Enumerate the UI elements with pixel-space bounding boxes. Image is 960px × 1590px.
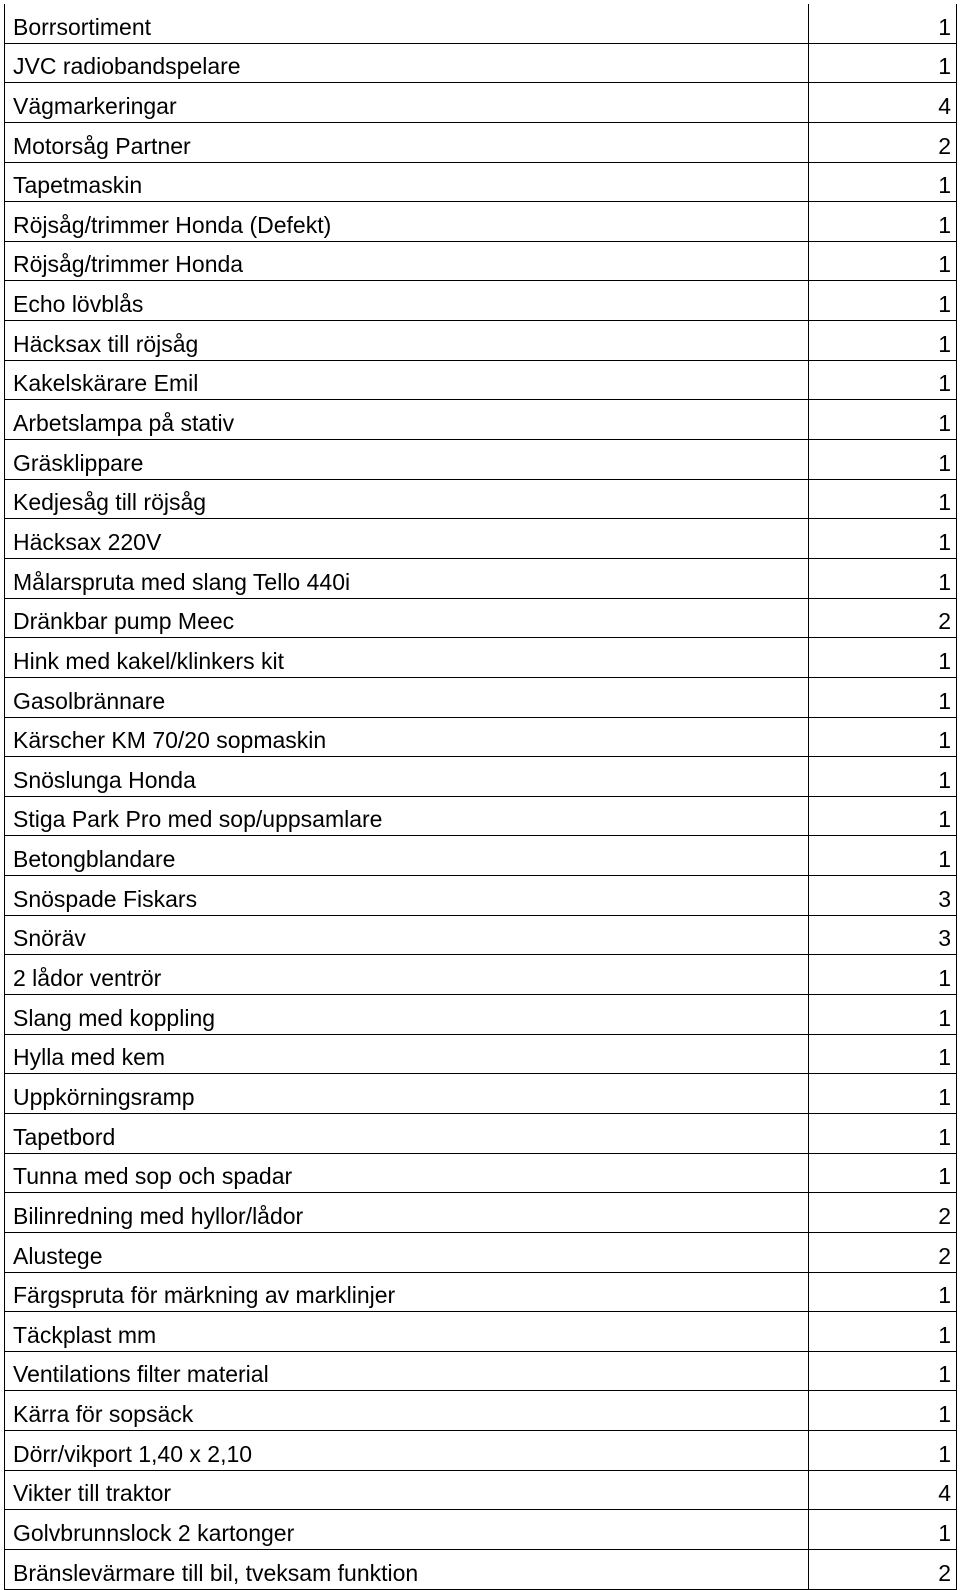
table-row [5,122,957,162]
item-name-cell: Stiga Park Pro med sop/uppsamlare [5,796,809,836]
item-quantity-cell: 4 [809,83,957,123]
item-quantity-cell: 1 [809,440,957,480]
item-name-cell: Snöräv [5,915,809,955]
item-name-cell: Betongblandare [5,836,809,876]
item-quantity-cell: 1 [809,1510,957,1550]
item-name-cell: Kedjesåg till röjsåg [5,479,809,519]
table-row [5,1034,957,1074]
item-quantity-cell: 1 [809,43,957,83]
item-name-cell: Gasolbrännare [5,677,809,717]
table-row [5,796,957,836]
item-name-cell: JVC radiobandspelare [5,43,809,83]
item-quantity-cell: 3 [809,915,957,955]
item-quantity-cell: 1 [809,638,957,678]
table-row [5,4,957,43]
inventory-table [4,4,957,1590]
item-quantity-cell: 1 [809,400,957,440]
table-row [5,360,957,400]
item-quantity-cell: 4 [809,1470,957,1510]
item-name-cell: Slang med koppling [5,995,809,1035]
table-row [5,638,957,678]
table-row [5,1470,957,1510]
table-row [5,1549,957,1589]
item-name-cell: Motorsåg Partner [5,122,809,162]
table-row [5,757,957,797]
table-row [5,1431,957,1471]
item-quantity-cell: 1 [809,677,957,717]
item-quantity-cell: 1 [809,955,957,995]
item-quantity-cell: 1 [809,796,957,836]
item-name-cell: Vikter till traktor [5,1470,809,1510]
table-row [5,162,957,202]
table-row [5,598,957,638]
table-row [5,876,957,916]
item-name-cell: Dränkbar pump Meec [5,598,809,638]
item-name-cell: Målarspruta med slang Tello 440i [5,558,809,598]
table-row [5,1232,957,1272]
table-row [5,717,957,757]
table-row [5,1391,957,1431]
item-name-cell: Echo lövblås [5,281,809,321]
item-quantity-cell: 1 [809,321,957,361]
item-quantity-cell: 2 [809,1193,957,1233]
item-quantity-cell: 1 [809,241,957,281]
item-quantity-cell: 1 [809,717,957,757]
item-quantity-cell: 2 [809,1549,957,1589]
item-quantity-cell: 1 [809,479,957,519]
item-name-cell: Snöslunga Honda [5,757,809,797]
item-quantity-cell: 1 [809,1431,957,1471]
item-name-cell: Hylla med kem [5,1034,809,1074]
item-name-cell: Kärra för sopsäck [5,1391,809,1431]
item-quantity-cell: 3 [809,876,957,916]
item-quantity-cell: 1 [809,558,957,598]
table-row [5,83,957,123]
item-name-cell: Färgspruta för märkning av marklinjer [5,1272,809,1312]
table-row [5,202,957,242]
item-quantity-cell: 2 [809,1232,957,1272]
item-name-cell: Röjsåg/trimmer Honda (Defekt) [5,202,809,242]
table-row [5,558,957,598]
item-name-cell: Röjsåg/trimmer Honda [5,241,809,281]
table-row [5,241,957,281]
inventory-table-body [5,4,957,1589]
item-name-cell: Golvbrunnslock 2 kartonger [5,1510,809,1550]
table-row [5,281,957,321]
item-name-cell: Uppkörningsramp [5,1074,809,1114]
table-row [5,995,957,1035]
item-name-cell: Bilinredning med hyllor/lådor [5,1193,809,1233]
table-row [5,400,957,440]
item-quantity-cell: 1 [809,1272,957,1312]
item-name-cell: Kärscher KM 70/20 sopmaskin [5,717,809,757]
item-quantity-cell: 1 [809,1153,957,1193]
item-name-cell: Bränslevärmare till bil, tveksam funktion [5,1549,809,1589]
table-row [5,479,957,519]
table-row [5,1312,957,1352]
item-name-cell: Alustege [5,1232,809,1272]
item-name-cell: Snöspade Fiskars [5,876,809,916]
item-quantity-cell: 1 [809,1351,957,1391]
table-row [5,836,957,876]
table-row [5,677,957,717]
item-quantity-cell: 1 [809,757,957,797]
item-quantity-cell: 1 [809,162,957,202]
table-row [5,955,957,995]
item-name-cell: Vägmarkeringar [5,83,809,123]
item-name-cell: Kakelskärare Emil [5,360,809,400]
item-name-cell: 2 lådor ventrör [5,955,809,995]
item-quantity-cell: 2 [809,122,957,162]
item-quantity-cell: 1 [809,519,957,559]
item-quantity-cell: 1 [809,1391,957,1431]
table-row [5,321,957,361]
item-name-cell: Täckplast mm [5,1312,809,1352]
item-name-cell: Tapetmaskin [5,162,809,202]
item-name-cell: Borrsortiment [5,4,809,43]
table-row [5,1153,957,1193]
item-name-cell: Hink med kakel/klinkers kit [5,638,809,678]
item-quantity-cell: 1 [809,995,957,1035]
table-row [5,1193,957,1233]
table-row [5,915,957,955]
item-quantity-cell: 1 [809,1113,957,1153]
table-row [5,1113,957,1153]
item-name-cell: Häcksax 220V [5,519,809,559]
item-name-cell: Arbetslampa på stativ [5,400,809,440]
table-row [5,1074,957,1114]
table-row [5,1510,957,1550]
item-name-cell: Gräsklippare [5,440,809,480]
table-row [5,440,957,480]
table-row [5,1351,957,1391]
item-quantity-cell: 2 [809,598,957,638]
item-name-cell: Dörr/vikport 1,40 x 2,10 [5,1431,809,1471]
table-row [5,519,957,559]
item-name-cell: Ventilations filter material [5,1351,809,1391]
table-row [5,1272,957,1312]
item-quantity-cell: 1 [809,1034,957,1074]
item-quantity-cell: 1 [809,4,957,43]
item-name-cell: Tunna med sop och spadar [5,1153,809,1193]
item-quantity-cell: 1 [809,836,957,876]
item-quantity-cell: 1 [809,1074,957,1114]
item-quantity-cell: 1 [809,281,957,321]
item-quantity-cell: 1 [809,1312,957,1352]
item-quantity-cell: 1 [809,360,957,400]
table-row [5,43,957,83]
item-quantity-cell: 1 [809,202,957,242]
item-name-cell: Tapetbord [5,1113,809,1153]
item-name-cell: Häcksax till röjsåg [5,321,809,361]
